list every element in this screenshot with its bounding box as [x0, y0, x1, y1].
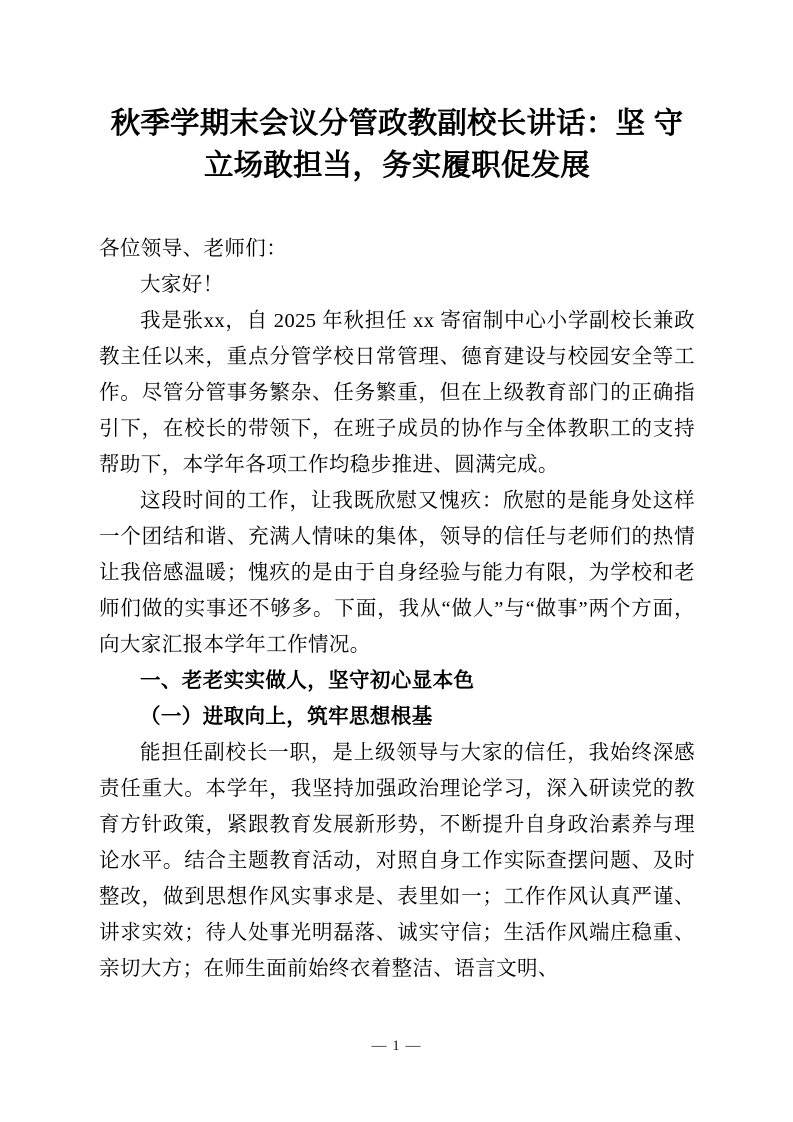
body-paragraph-1: 我是张xx，自 2025 年秋担任 xx 寄宿制中心小学副校长兼政教主任以来，重点分管学校日常管理、德育建设与校园安全等工作。尽管分管事务繁杂、任务繁重，但在上级教育部门的正确指引下，在校长的带领下，在班子成员的协作与全体教职工的支持帮助下，本学年各项工作均稳步推进、圆满完成。	[99, 310, 695, 476]
section-heading-level-2: （一）进取向上，筑牢思想根基	[140, 706, 433, 728]
page-title	[99, 0, 695, 187]
page-title-line-2: 守立场敢担当，务实履职促发展	[203, 107, 684, 182]
section-heading-level-1: 一、老老实实做人，坚守初心显本色	[140, 669, 475, 692]
page-number-footer: — 1 —	[371, 1038, 422, 1054]
body-paragraph-3: 能担任副校长一职，是上级领导与大家的信任，我始终深感责任重大。本学年，我坚持加强政治理论学习，深入研读党的教育方针政策，紧跟教育发展新形势，不断提升自身政治素养与理论水平。结合主题教育活动，对照自身工作实际查摆问题、及时整改，做到思想作风实事求是、表里如一；工作作风认真严谨、讲求实效；待人处事光明磊落、诚实守信；生活作风端庄稳重、亲切大方；在师生面前始终衣着整洁、语言文明、	[99, 742, 695, 980]
body-paragraph-2: 这段时间的工作，让我既欣慰又愧疚：欣慰的是能身处这样一个团结和谐、充满人情味的集体，领导的信任与老师们的热情让我倍感温暖；愧疚的是由于自身经验与能力有限，为学校和老师们做的实事还不够多。下面，我从“做人”与“做事”两个方面，向大家汇报本学年工作情况。	[99, 490, 695, 656]
page-title-line-1: 秋季学期末会议分管政教副校长讲话：坚	[110, 107, 646, 140]
greeting: 大家好！	[140, 274, 224, 296]
page-content	[99, 0, 695, 987]
salutation: 各位领导、老师们：	[99, 238, 288, 260]
